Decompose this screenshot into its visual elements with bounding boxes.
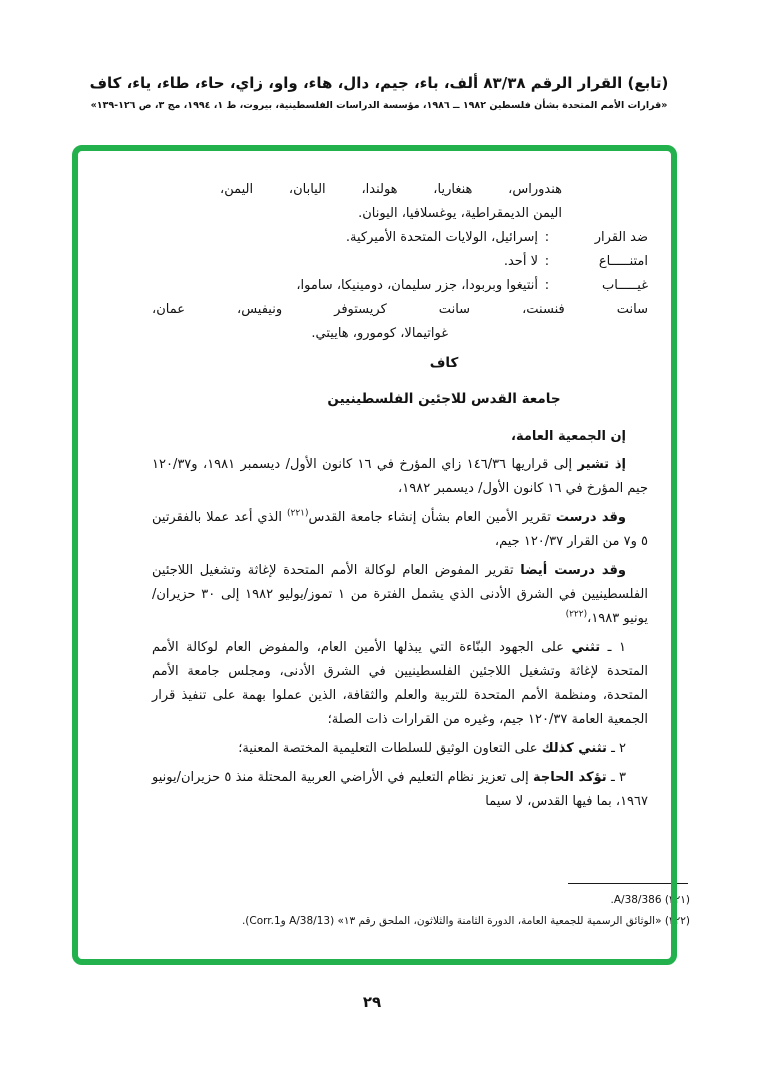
- paragraph-text: إلى قراريها ١٤٦/٣٦ زاي المؤرخ في ١٦ كانون الأول/ ديسمبر ١٩٨١، و١٢٠/٣٧ جيم المؤرخ في ١٦ كانون الأول/ ديسمبر ١٩٨٢،: [152, 457, 648, 496]
- vote-absent-label: غيـــــاب: [602, 278, 648, 293]
- footnote-222: [145, 911, 690, 932]
- preamble-paragraph: [152, 559, 648, 631]
- vote-absent-continuation-line: سانت فنسنت، سانت كريستوفر ونيفيس، عمان،: [152, 302, 648, 317]
- operative-paragraph-1: [152, 636, 648, 732]
- vote-against-row: [152, 226, 648, 250]
- paragraph-number: ٣ ـ: [610, 770, 627, 785]
- vote-favor-continuation-line: اليمن الديمقراطية، يوغسلافيا، اليونان.: [358, 206, 562, 221]
- page-number: ٢٩: [362, 993, 382, 1011]
- preamble-paragraph: [152, 453, 648, 501]
- paragraph-lead: تثني كذلك: [541, 741, 607, 756]
- paragraph-lead: إذ تشير: [577, 457, 626, 472]
- paragraph-lead: تؤكد الحاجة: [533, 770, 607, 785]
- footnote-number: (٢٢٢): [664, 915, 690, 927]
- vote-absent-row: [152, 274, 648, 298]
- vote-against-label: ضد القرار: [594, 230, 648, 245]
- footnotes: [145, 890, 690, 932]
- paragraph-text: على الجهود البنّاءة التي يبذلها الأمين العام، والمفوض العام لوكالة الأمم المتحدة لإغاثة وتشغيل اللاجئين الفلسطينيين في الشرق الأدنى، ومجلس جامعة الأمم المتحدة، ومنظمة الأمم المتحدة للتربية والعلم والثقافة، الذين عملوا بهمة على تنفيذ قرار الجمعية العامة ١٢٠/٣٧ جيم، وغيره من القرارات ذات الصلة؛: [152, 640, 648, 727]
- vote-colon: :: [544, 278, 550, 293]
- footnote-text: A/38/386.: [610, 894, 662, 906]
- vote-colon: :: [544, 254, 550, 269]
- vote-abstain-row: [152, 250, 648, 274]
- vote-against-value: إسرائيل، الولايات المتحدة الأميركية.: [345, 230, 538, 245]
- paragraph-number: ١ ـ: [607, 640, 626, 655]
- paragraph-text: الذي أعد عملا بالفقرتين ٥ و٧ من القرار ١٢٠/٣٧ جيم،: [152, 510, 648, 549]
- footnote-ref-221: (٢٢١): [286, 508, 309, 519]
- footnote-221: [145, 890, 690, 911]
- vote-abstain-label: امتنـــــاع: [598, 254, 648, 269]
- source-citation: «قرارات الأمم المتحدة بشأن فلسطين ١٩٨٢ ــ ١٩٨٦، مؤسسة الدراسات الفلسطينية، بيروت، ط ١، ١٩٩٤، مج ٣، ص ١٢٦-١٣٩»: [90, 100, 668, 111]
- operative-paragraph-3: [152, 766, 648, 814]
- paragraph-text: على التعاون الوثيق للسلطات التعليمية المختصة المعنية؛: [238, 741, 542, 756]
- paragraph-number: ٢ ـ: [611, 741, 626, 756]
- paragraph-lead: تثني: [571, 640, 601, 655]
- document-body: [152, 178, 648, 819]
- footnote-ref-222: (٢٢٢): [565, 609, 588, 620]
- footnote-number: (٢٢١): [664, 894, 690, 906]
- vote-abstain-value: لا أحد.: [503, 254, 538, 269]
- paragraph-text: تقرير المفوض العام لوكالة الأمم المتحدة لإغاثة وتشغيل اللاجئين الفلسطينيين في الشرق الأدنى الذي يشمل الفترة من ١ تموز/يوليو ١٩٨٢ إلى ٣٠ حزيران/يونيو ١٩٨٣،: [152, 563, 648, 626]
- preamble-paragraph: [152, 506, 648, 554]
- resolution-title: (تابع) القرار الرقم ٨٣/٣٨ ألف، باء، جيم، دال، هاء، واو، زاي، حاء، طاء، ياء، كاف: [89, 74, 669, 92]
- vote-colon: :: [544, 230, 550, 245]
- paragraph-lead: وقد درست: [555, 510, 626, 525]
- section-letter: كاف: [429, 355, 459, 371]
- paragraph-lead: وقد درست أيضا: [520, 563, 626, 578]
- document-header: [0, 74, 758, 111]
- footnote-divider: [568, 883, 688, 884]
- vote-absent-value: أنتيغوا وبربودا، جزر سليمان، دومينيكا، ساموا،: [296, 278, 538, 293]
- section-title: جامعة القدس للاجئين الفلسطينيين: [327, 391, 561, 407]
- paragraph-text: إلى تعزيز نظام التعليم في الأراضي العربية المحتلة منذ ٥ حزيران/يونيو ١٩٦٧، بما فيها القدس، لا سيما: [152, 770, 648, 809]
- preamble-opening: إن الجمعية العامة،: [511, 429, 626, 444]
- vote-absent-continuation-line: غواتيمالا، كومورو، هاييتي.: [311, 326, 448, 341]
- operative-paragraph-2: [152, 737, 648, 761]
- paragraph-text: تقرير الأمين العام بشأن إنشاء جامعة القدس: [308, 510, 556, 525]
- vote-favor-continuation-line: هندوراس، هنغاريا، هولندا، اليابان، اليمن،: [220, 182, 562, 197]
- footnote-text: «الوثائق الرسمية للجمعية العامة، الدورة الثامنة والثلاثون، الملحق رقم ١٣» (A/38/13 وCorr.1).: [241, 915, 662, 927]
